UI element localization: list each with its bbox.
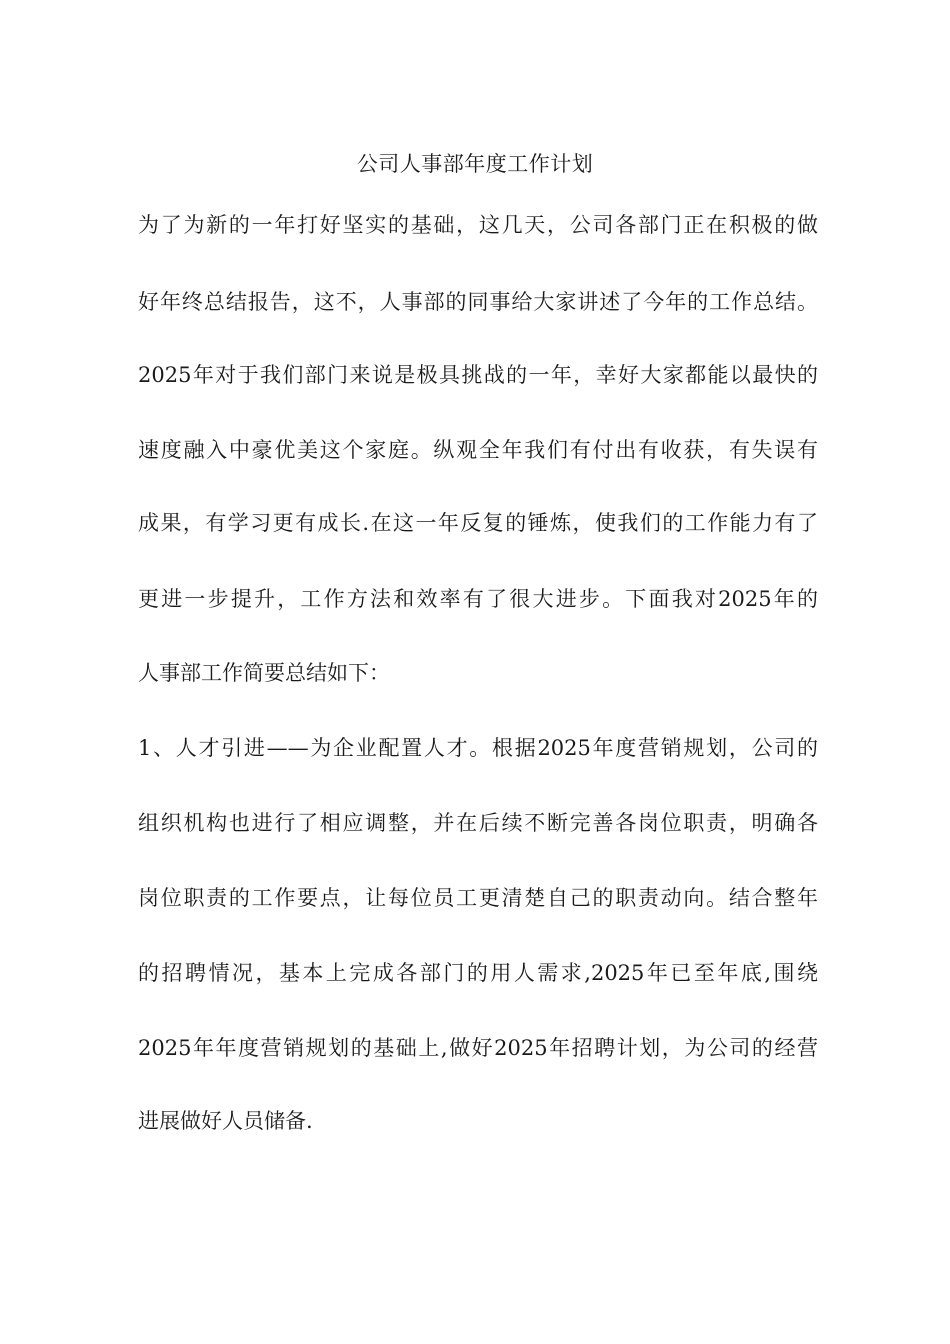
paragraph-line: 速度融入中豪优美这个家庭。纵观全年我们有付出有收获，有失误有 (138, 438, 818, 462)
paragraph-line: 的招聘情况，基本上完成各部门的用人需求,2025年已至年底,围绕 (138, 961, 818, 985)
paragraph-line: 好年终总结报告，这不，人事部的同事给大家讲述了今年的工作总结。 (138, 290, 818, 314)
paragraph-line: 人事部工作简要总结如下： (138, 661, 390, 685)
paragraph-line: 为了为新的一年打好坚实的基础，这几天，公司各部门正在积极的做 (138, 213, 818, 237)
paragraph-line: 2025年年度营销规划的基础上,做好2025年招聘计划，为公司的经营 (138, 1036, 818, 1060)
paragraph-line: 2025年对于我们部门来说是极具挑战的一年，幸好大家都能以最快的 (138, 363, 818, 387)
document-title: 公司人事部年度工作计划 (356, 152, 594, 176)
paragraph-line: 更进一步提升，工作方法和效率有了很大进步。下面我对2025年的 (138, 587, 818, 611)
paragraph-line: 1、人才引进——为企业配置人才。根据2025年度营销规划，公司的 (138, 736, 818, 760)
paragraph-line: 岗位职责的工作要点，让每位员工更清楚自己的职责动向。结合整年 (138, 886, 818, 910)
paragraph-line: 成果，有学习更有成长.在这一年反复的锤炼，使我们的工作能力有了 (138, 511, 818, 535)
paragraph-line: 组织机构也进行了相应调整，并在后续不断完善各岗位职责，明确各 (138, 811, 818, 835)
paragraph-line: 进展做好人员储备. (138, 1109, 313, 1133)
